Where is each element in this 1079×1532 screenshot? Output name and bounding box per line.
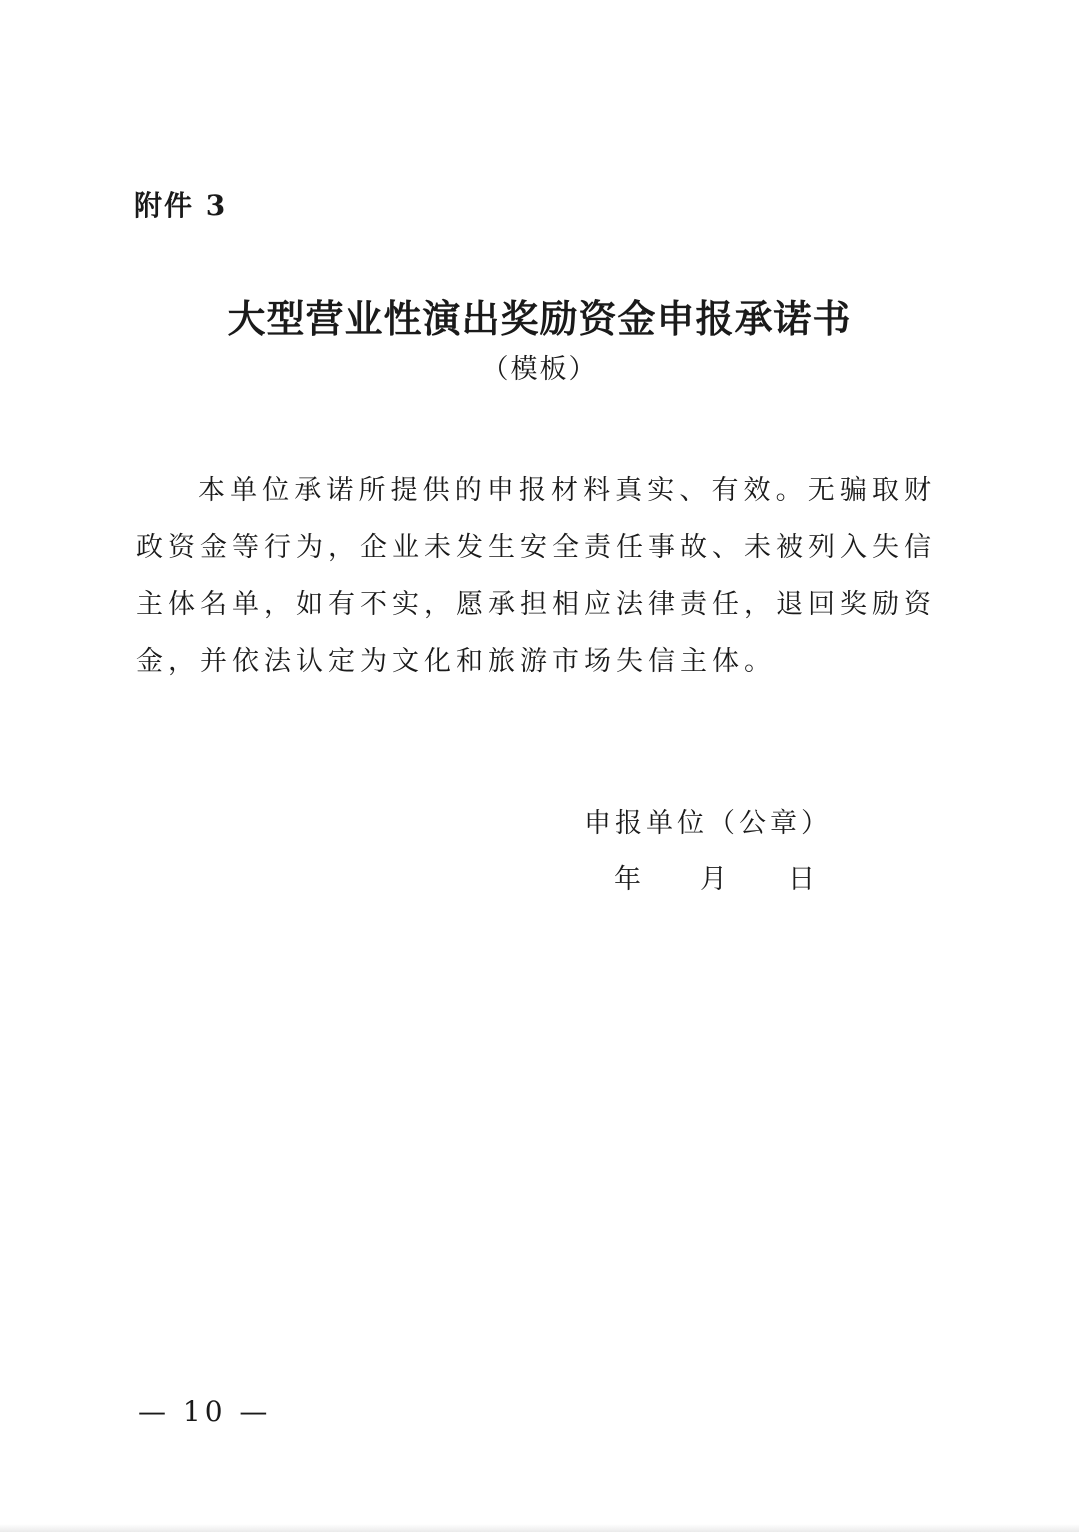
document-subtitle: （模板） — [481, 354, 598, 385]
signature-unit: 申报单位（公章） — [584, 808, 832, 839]
date-month-label: 月 — [700, 864, 727, 895]
document-title: 大型营业性演出奖励资金申报承诺书 — [227, 296, 852, 341]
date-day-label: 日 — [788, 864, 815, 895]
scan-edge-shadow — [0, 1524, 1079, 1532]
attachment-label: 附件 3 — [134, 189, 228, 222]
page-number: — 10 — — [138, 1395, 272, 1428]
commitment-paragraph: 本单位承诺所提供的申报材料真实、有效。无骗取财政资金等行为，企业未发生安全责任事故、未被列入失信主体名单，如有不实，愿承担相应法律责任，退回奖励资金，并依法认定为文化和旅游市场失信主体。 — [136, 475, 936, 677]
date-year-label: 年 — [614, 864, 641, 895]
